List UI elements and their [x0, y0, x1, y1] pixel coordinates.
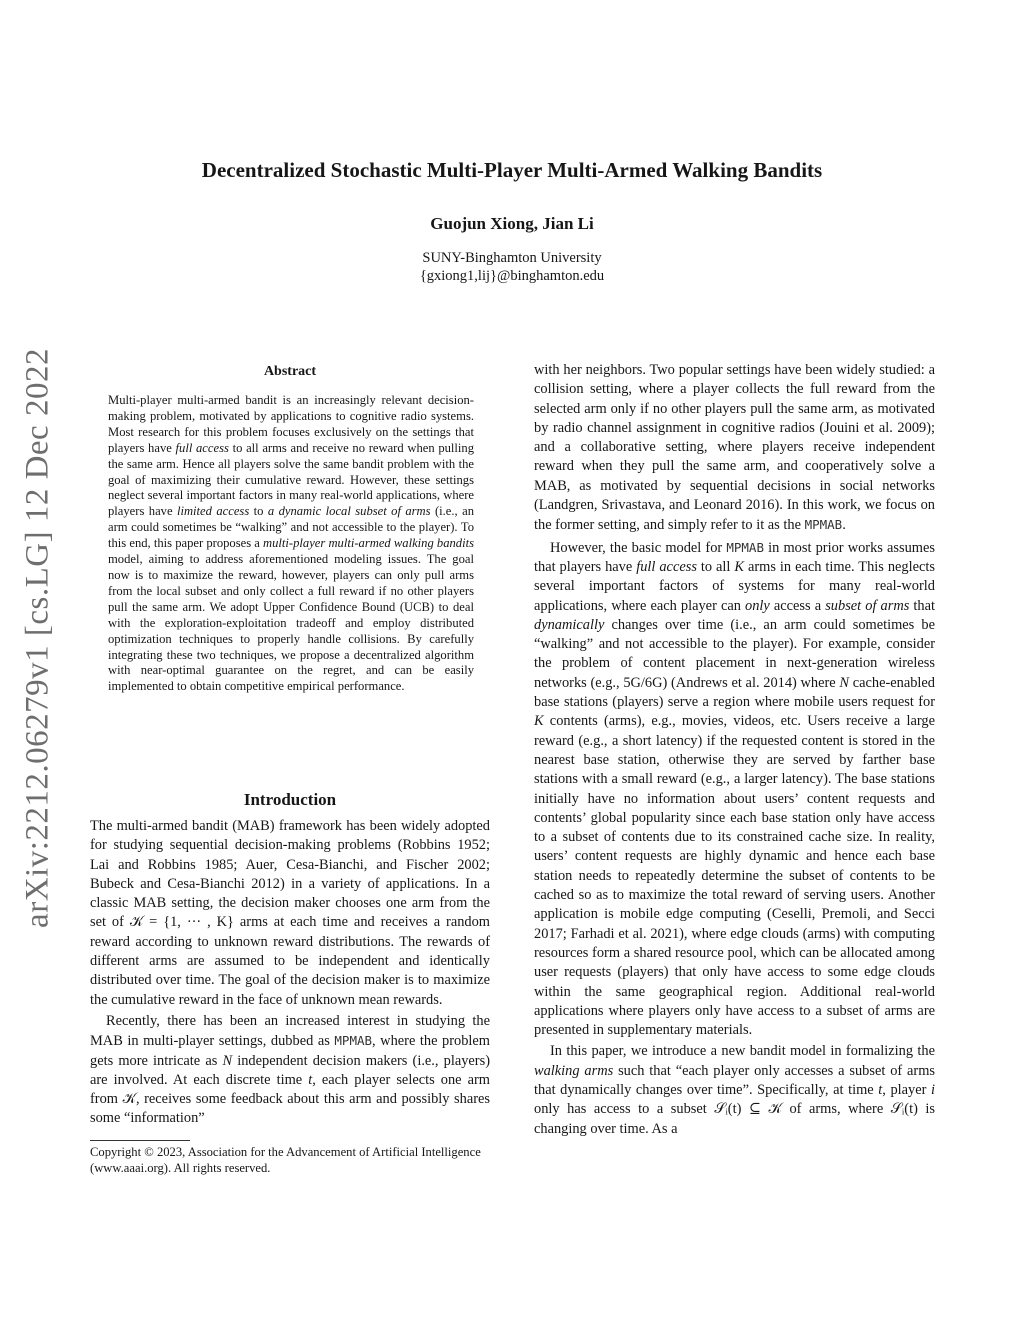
- paragraph: However, the basic model for MPMAB in most prior works assumes that players have full access to all K arms in each time. This neglects several important factors of systems for many real-world applications, where each player can only access a subset of arms that dynamically changes over time (i.e., an arm could sometimes be “walking” and not accessible to the player). For example, consider the problem of content placement in next-generation wireless networks (e.g., 5G/6G) (Andrews et al. 2014) where N cache-enabled base stations (players) serve a region where mobile users request for K contents (arms), e.g., movies, videos, etc. Users receive a large reward (e.g., a short latency) if the requested content is stored in the nearest base station, otherwise they are served by farther base stations with a small reward (e.g., a larger latency). The base stations initially have no information about users’ content requests and contents’ global popularity since each base station only have access to a subset of contents due to its constrained cache size. In reality, users’ content requests are highly dynamic and hence each base station needs to repeatedly determine the subset of contents to be cached so as to maximize the total reward of serving users. Another application is mobile edge computing (Ceselli, Premoli, and Secci 2017; Farhadi et al. 2021), where edge clouds (arms) with computing resources form a shared resource pool, which can be allocated among user requests (players) that only have access to some edge clouds within the same geographical region. Additional real-world applications where players only have access to a subset of arms are presented in supplementary materials.: [534, 539, 936, 1039]
- abstract-body: Multi-player multi-armed bandit is an increasingly relevant decision-making problem, motivated by applications to cognitive radio systems. Most research for this problem focuses exclusively on the settings that players have full access to all arms and receive no reward when pulling the same arm. Hence all players solve the same bandit problem with the goal of maximizing their cumulative reward. However, these settings neglect several important factors in many real-world applications, where players have limited access to a dynamic local subset of arms (i.e., an arm could sometimes be “walking” and not accessible to the player). To this end, this paper proposes a multi-player multi-armed walking bandits model, aiming to address aforementioned modeling issues. The goal now is to maximize the reward, however, players can only pull arms from the local subset and only collect a full reward if no other players pull the same arm. We adopt Upper Confidence Bound (UCB) to deal with the exploration-exploitation tradeoff and employ distributed optimization techniques to properly handle collisions. By carefully integrating these two techniques, we propose a decentralized algorithm with near-optimal guarantee on the regret, and can be easily implemented to obtain competitive empirical performance.: [108, 393, 475, 694]
- paragraph: In this paper, we introduce a new bandit model in formalizing the walking arms such that “each player only accesses a subset of arms that dynamically changes over time”. Specifically, at time t, player i only has access to a subset 𝒮ᵢ(t) ⊆ 𝒦 of arms, where 𝒮ᵢ(t) is changing over time. As a: [534, 1043, 935, 1137]
- copyright-footnote: Copyright © 2023, Association for the Advancement of Artificial Intelligence (www.aaai.org). All rights reserved.: [90, 1145, 481, 1175]
- affiliation: SUNY-Binghamton University: [422, 250, 602, 266]
- arxiv-sidebar: [0, 0, 60, 1325]
- author-email: {gxiong1,lij}@binghamton.edu: [419, 268, 605, 284]
- paper-title: Decentralized Stochastic Multi-Player Multi-Armed Walking Bandits: [201, 158, 823, 182]
- footnote-divider: [90, 1140, 190, 1141]
- paragraph: with her neighbors. Two popular settings have been widely studied: a collision setting, where a player collects the full reward from the selected arm only if no other players pull the same arm, as motivated by radio channel assignment in cognitive radios (Jouini et al. 2009); and a collaborative setting, where players receive independent reward when they pull the same arm, and cooperatively solve a MAB, as motivated by sequential decisions in social networks (Landgren, Srivastava, and Leonard 2016). In this work, we focus on the former setting, and simply refer to it as the MPMAB.: [534, 362, 935, 534]
- introduction-heading: Introduction: [243, 790, 337, 809]
- arxiv-identifier: arXiv:2212.06279v1 [cs.LG] 12 Dec 2022: [19, 348, 56, 928]
- author-affiliation-block: [0, 249, 1024, 285]
- left-column-body: [90, 817, 490, 1129]
- paper-authors: Guojun Xiong, Jian Li: [430, 214, 594, 233]
- right-column-body: [534, 361, 935, 1139]
- abstract-heading: Abstract: [263, 364, 317, 379]
- paragraph: The multi-armed bandit (MAB) framework has been widely adopted for studying sequential decision-making problems (Robbins 1952; Lai and Robbins 1985; Auer, Cesa-Bianchi, and Fischer 2002; Bubeck and Cesa-Bianchi 2012) in a variety of applications. In a classic MAB setting, the decision maker chooses one arm from the set of 𝒦 = {1, ··· , K} arms at each time and receives a random reward according to unknown reward distributions. The rewards of different arms are assumed to be independent and identically distributed over time. The goal of the decision maker is to maximize the cumulative reward in the face of unknown mean rewards.: [90, 818, 490, 1008]
- paragraph: Recently, there has been an increased interest in studying the MAB in multi-player settings, dubbed as MPMAB, where the problem gets more intricate as N independent decision makers (i.e., players) are involved. At each discrete time t, each player selects one arm from 𝒦, receives some feedback about this arm and possibly shares some “information”: [90, 1012, 490, 1127]
